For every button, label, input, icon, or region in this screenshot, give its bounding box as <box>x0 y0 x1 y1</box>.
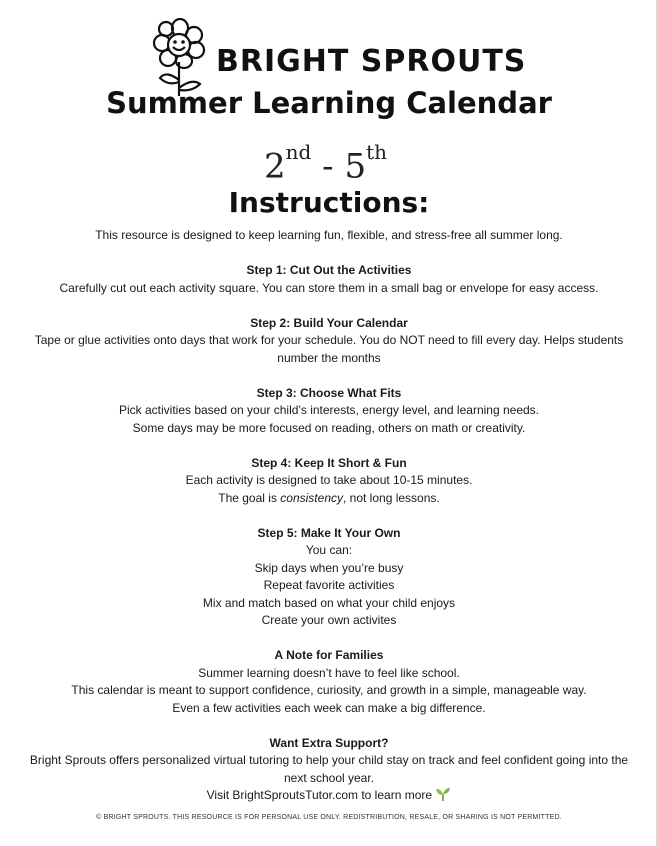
step-1-line: Carefully cut out each activity square. You can store them in a small bag or envelope for easy access. <box>59 280 599 295</box>
support-line: Bright Sprouts offers personalized virtual tutoring to help your child stay on track and feel confident going into the <box>29 753 629 767</box>
note-title: A Note for Families <box>274 648 384 662</box>
step-3-title: Step 3: Choose What Fits <box>256 385 402 400</box>
note-line: Even a few activities each week can make a big difference. <box>172 700 486 715</box>
step-5-line: Create your own activites <box>261 613 397 627</box>
step-4-line: Each activity is designed to take about 10-15 minutes. <box>185 473 473 487</box>
step-5-line: Repeat favorite activities <box>263 578 395 592</box>
support-title: Want Extra Support? <box>269 735 389 750</box>
step-2-line: Tape or glue activities onto days that work for your schedule. You do NOT need to fill every day. Helps students <box>34 333 624 347</box>
page-title: Summer Learning Calendar <box>106 86 552 120</box>
step-5-line: Skip days when you’re busy <box>254 560 404 575</box>
sprout-icon <box>435 787 451 801</box>
instructions-body <box>0 227 658 805</box>
intro-text: This resource is designed to keep learning fun, flexible, and stress-free all summer long. <box>95 228 563 242</box>
header <box>0 14 658 94</box>
step-4-goal: The goal is consistency, not long lessons. <box>218 490 440 505</box>
grade-range-text: 2nd - 5th <box>264 140 387 187</box>
support-visit: Visit BrightSproutsTutor.com to learn more <box>0 787 658 805</box>
step-2-line: number the months <box>277 350 381 365</box>
step-4-title: Step 4: Keep It Short & Fun <box>251 455 407 470</box>
grade-range <box>0 132 658 188</box>
step-5-line: Mix and match based on what your child enjoys <box>202 595 456 610</box>
step-3-line: Pick activities based on your child’s interests, energy level, and learning needs. <box>118 403 539 417</box>
note-line: This calendar is meant to support confidence, curiosity, and growth in a simple, manageable way. <box>71 683 587 697</box>
note-line: Summer learning doesn’t have to feel like school. <box>198 665 460 680</box>
step-5-title: Step 5: Make It Your Own <box>257 525 401 540</box>
step-2-title: Step 2: Build Your Calendar <box>250 315 408 330</box>
copyright-footer: © BRIGHT SPROUTS. THIS RESOURCE IS FOR PERSONAL USE ONLY. REDISTRIBUTION, RESALE, OR SHARING IS NOT PERMITTED. <box>96 814 562 821</box>
support-line: next school year. <box>283 770 375 785</box>
step-5-line: You can: <box>305 543 353 557</box>
instructions-heading: Instructions: <box>228 186 430 219</box>
step-1-title: Step 1: Cut Out the Activities <box>246 263 412 277</box>
brand-name: BRIGHT SPROUTS <box>216 44 527 79</box>
step-3-line: Some days may be more focused on reading, others on math or creativity. <box>132 420 526 435</box>
